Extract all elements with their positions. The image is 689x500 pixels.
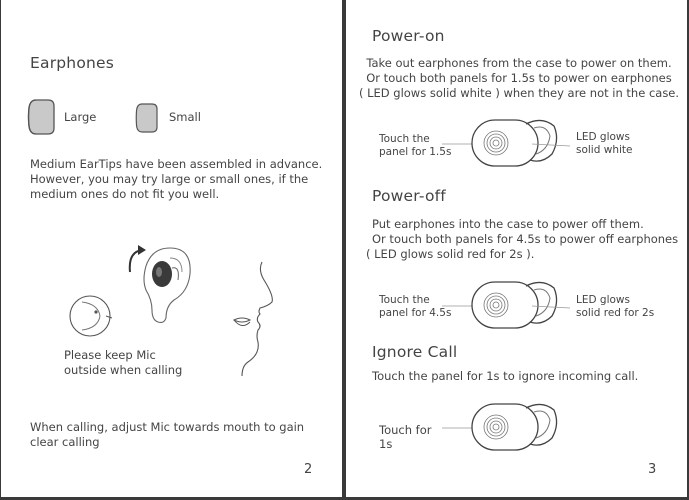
ignore-call-touch-label-line: Touch for xyxy=(379,423,432,437)
ignore-call-touch-label xyxy=(379,423,431,451)
left-border xyxy=(0,0,1,500)
left-page xyxy=(0,0,342,500)
mic-note-line: outside when calling xyxy=(64,363,183,377)
power-off-text-line: Put earphones into the case to power off them. xyxy=(372,217,644,231)
power-on-text-line: ( LED glows solid white ) when they are not in the case. xyxy=(358,86,680,100)
power-on-led-label-line: LED glows xyxy=(576,131,630,143)
power-off-text-line: Or touch both panels for 4.5s to power off earphones xyxy=(372,232,679,246)
power-on-text-line: Or touch both panels for 1.5s to power on earphones xyxy=(366,71,672,85)
power-on-title: Power-on xyxy=(372,27,445,45)
earbud-power-off-illustration xyxy=(442,276,572,336)
power-off-text-line: ( LED glows solid red for 2s ). xyxy=(366,247,535,261)
page-divider xyxy=(342,0,346,500)
ignore-call-text: Touch the panel for 1s to ignore incoming call. xyxy=(372,369,639,383)
ignore-call-title: Ignore Call xyxy=(372,343,458,361)
eartips-note-line: However, you may try large or small ones, if the xyxy=(30,172,309,186)
power-off-led-label xyxy=(576,294,654,320)
face-profile-illustration xyxy=(228,258,278,378)
power-off-title: Power-off xyxy=(372,187,446,205)
power-on-led-label-line: solid white xyxy=(576,144,633,156)
earphones-heading: Earphones xyxy=(30,54,115,72)
calling-note xyxy=(30,420,330,450)
small-label: Small xyxy=(169,110,201,124)
power-on-led-label xyxy=(576,131,632,157)
power-off-touch-label xyxy=(379,294,451,320)
power-on-text-line: Take out earphones from the case to power on them. xyxy=(366,56,672,70)
page-number: 3 xyxy=(648,462,657,477)
power-on-touch-label-line: panel for 1.5s xyxy=(379,146,452,158)
power-on-text xyxy=(354,56,684,101)
eartips-note xyxy=(30,157,330,202)
power-on-touch-label-line: Touch the xyxy=(379,133,430,145)
mic-note xyxy=(64,348,182,378)
calling-note-line: clear calling xyxy=(30,435,100,449)
earbud-power-on-illustration xyxy=(442,114,572,174)
mic-detail-illustration xyxy=(68,294,124,344)
power-on-touch-label xyxy=(379,133,451,159)
power-off-text xyxy=(366,217,686,262)
right-page xyxy=(346,0,689,500)
page-number: 2 xyxy=(304,462,313,477)
power-off-led-label-line: LED glows xyxy=(576,294,630,306)
large-eartip-icon xyxy=(26,98,56,136)
eartips-note-line: Medium EarTips have been assembled in advance. xyxy=(30,157,323,171)
earbud-ignore-call-illustration xyxy=(442,398,572,458)
mic-note-line: Please keep Mic xyxy=(64,348,156,362)
power-off-touch-label-line: Touch the xyxy=(379,294,430,306)
ear-illustration xyxy=(140,244,200,326)
large-label: Large xyxy=(64,110,97,124)
ignore-call-touch-label-line: 1s xyxy=(379,437,393,451)
power-off-touch-label-line: panel for 4.5s xyxy=(379,307,452,319)
small-eartip-icon xyxy=(134,102,160,134)
eartips-note-line: medium ones do not fit you well. xyxy=(30,187,220,201)
power-off-led-label-line: solid red for 2s xyxy=(576,307,655,319)
calling-note-line: When calling, adjust Mic towards mouth to gain xyxy=(30,420,305,434)
